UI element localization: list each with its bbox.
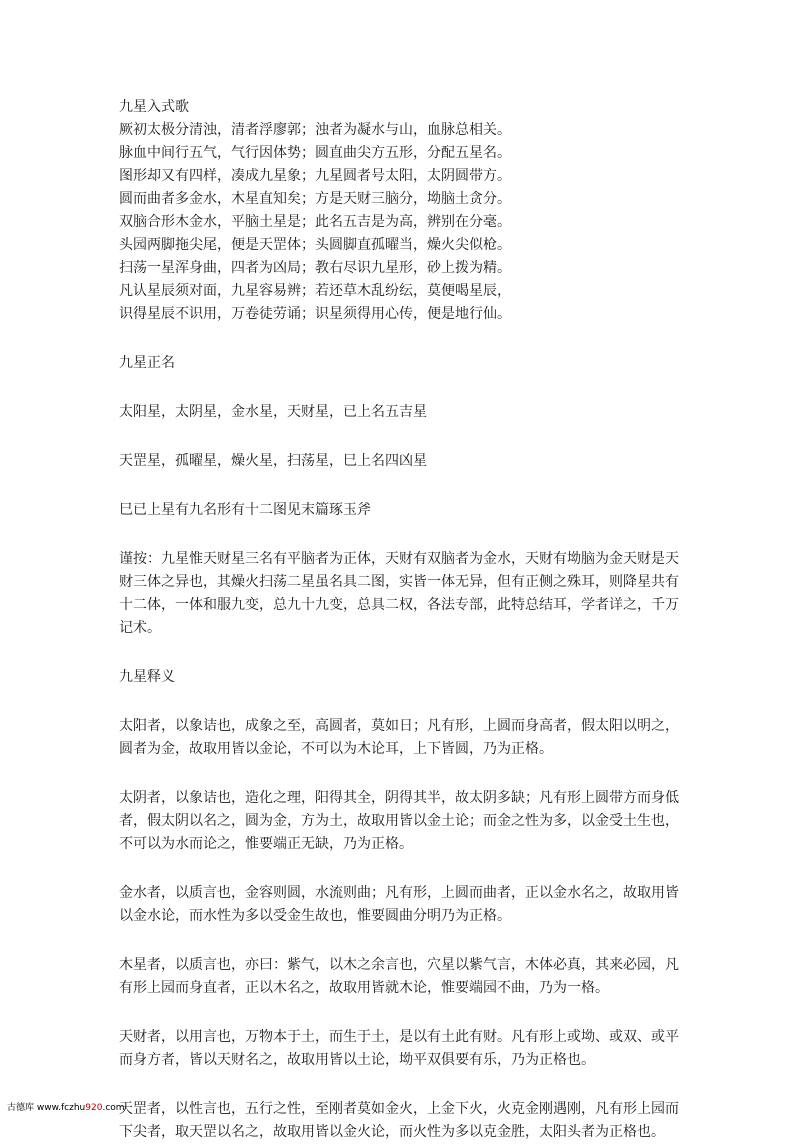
- footer-brand: 古德库: [7, 1103, 35, 1113]
- poem-line: 识得星辰不识用，万卷徒劳诵；识星须得用心传，便是地行仙。: [119, 306, 511, 322]
- auspicious-stars-line: 太阳星，太阴星，金水星，天财星，已上名五吉星: [119, 404, 427, 420]
- footer-url-number: 920: [85, 1103, 103, 1113]
- section-title-nine-stars-song: 九星入式歌: [119, 99, 189, 115]
- meaning-paragraph-tiancai: 天财者，以用言也，万物本于土，而生于土，是以有土此有财。凡有形上或坳、或双、或平而身方者，皆以天财名之，故取用皆以土论，坳平双俱要有乐，乃为正格也。: [119, 1029, 679, 1068]
- spacer: [119, 761, 679, 787]
- poem-line: 头园两脚拖尖尾，便是天罡体；头圆脚直孤曜当，燥火尖似枪。: [119, 237, 511, 253]
- spacer: [119, 640, 679, 666]
- footer-url-link[interactable]: [37, 1103, 125, 1113]
- poem-line: 扫荡一星浑身曲，四者为凶局；教右尽识九星形，砂上拨为精。: [119, 260, 511, 276]
- spacer: [119, 522, 679, 548]
- inauspicious-stars-line: 天罡星，孤曜星，燥火星，扫荡星，巳上名四凶星: [119, 453, 427, 469]
- poem-line: 图形却又有四样，凑成九星象；九星圆者号太阳，太阴圆带方。: [119, 168, 511, 184]
- poem-line: 双脑合形木金水，平脑土星是；此名五吉是为高，辨别在分毫。: [119, 214, 511, 230]
- spacer: [119, 1072, 679, 1098]
- section-title-nine-stars-names: 九星正名: [119, 355, 175, 371]
- meaning-paragraph-muxing: 木星者，以质言也，亦曰：紫气，以木之余言也，穴星以紫气言，木体必真，其来必园，凡有形上园而身直者，正以木名之，故取用皆就木论，惟要端园不曲，乃为一格。: [119, 957, 679, 996]
- meaning-paragraph-taiyang: 太阳者，以象诘也，成象之至，高圆者，莫如日；凡有形，上圆而身高者，假太阳以明之，圆者为金，故取用皆以金论，不可以为木论耳，上下皆圆，乃为正格。: [119, 718, 679, 757]
- spacer: [119, 689, 679, 715]
- poem-line: 凡认星辰须对面，九星容易辨；若还草木乱纷纭，莫便喝星辰，: [119, 283, 511, 299]
- footer-url-suffix: .com: [102, 1103, 125, 1113]
- meaning-paragraph-tiangang: 天罡者，以性言也，五行之性，至刚者莫如金火，上金下火，火克金刚遇刚，凡有形上园而下尖者，取天罡以名之，故取用皆以金火论，而火性为多以克金胜，太阳头者为正格也。: [119, 1101, 679, 1140]
- poem-line: 厥初太极分清浊，清者浮廖郭；浊者为凝水与山，血脉总相关。: [119, 122, 511, 138]
- spacer: [119, 856, 679, 882]
- spacer: [119, 473, 679, 499]
- spacer: [119, 928, 679, 954]
- spacer: [119, 326, 679, 352]
- poem-block: [119, 119, 679, 326]
- poem-line: 圆而曲者多金水，木星直知矣；方是天财三脑分，坳脑土贪分。: [119, 191, 511, 207]
- figures-note-line: 巳已上星有九名形有十二图见末篇琢玉斧: [119, 502, 371, 518]
- footer-watermark: [7, 1100, 125, 1113]
- meaning-paragraph-jinshui: 金水者，以质言也，金容则圆，水流则曲；凡有形，上圆而曲者，正以金水名之，故取用皆以金水论，而水性为多以受金生故也，惟要圆曲分明乃为正格。: [119, 885, 679, 924]
- meaning-paragraph-taiyin: 太阴者，以象诘也，造化之理，阳得其全，阴得其半，故太阴多缺；凡有形上圆带方而身低者，假太阴以名之，圆为金，方为土，故取用皆以金土论；而金之性为多，以金受土生也，不可以为水而论之，惟要端正无缺，乃为正格。: [119, 790, 679, 852]
- document-page: [119, 96, 679, 1144]
- footer-url-prefix: www.fczhu: [36, 1103, 86, 1113]
- editor-note-paragraph: 谨按：九星惟天财星三名有平脑者为正体，天财有双脑者为金水，天财有坳脑为金天财是天财三体之异也，其燥火扫荡二星虽名具二图，实皆一体无异，但有正侧之殊耳，则降星共有十二体，一体和服九变，总九十九变，总具二权，各法专部，此特总结耳，学者详之，千万记术。: [119, 551, 679, 636]
- spacer: [119, 375, 679, 401]
- poem-line: 脉血中间行五气，气行因体势；圆直曲尖方五形，分配五星名。: [119, 145, 511, 161]
- spacer: [119, 1000, 679, 1026]
- section-title-nine-stars-meaning: 九星释义: [119, 669, 175, 685]
- spacer: [119, 424, 679, 450]
